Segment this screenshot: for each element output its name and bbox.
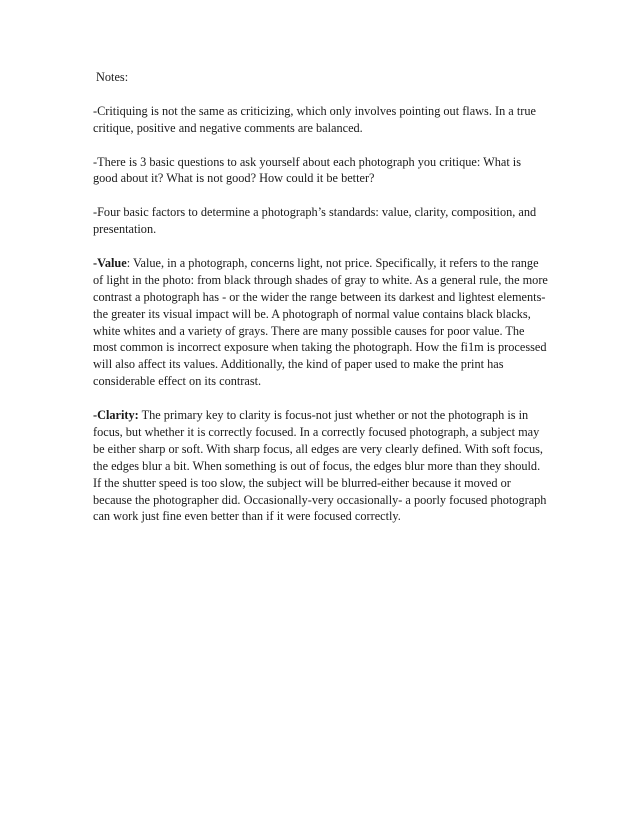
- notes-heading: Notes:: [96, 70, 129, 84]
- document-body: [93, 69, 548, 542]
- paragraph-value: [93, 255, 548, 390]
- paragraph-text: -Four basic factors to determine a photograph’s standards: value, clarity, composition, and presentation.: [93, 205, 537, 237]
- paragraph-clarity: [93, 407, 548, 525]
- paragraph-text: -Critiquing is not the same as criticizing, which only involves pointing out flaws. In a true critique, positive and negative comments are balanced.: [93, 103, 536, 135]
- paragraph-factors: [93, 204, 548, 238]
- paragraph-questions: [93, 154, 548, 188]
- clarity-lead: -Clarity:: [93, 408, 139, 423]
- value-lead: -Value: [93, 255, 127, 270]
- paragraph-text: -There is 3 basic questions to ask yourself about each photograph you critique: What is good about it? What is not good? How could it be better?: [93, 154, 522, 186]
- clarity-text: The primary key to clarity is focus-not just whether or not the photograph is in focus, but whether it is correctly focused. In a correctly focused photograph, a subject may be either sharp or soft. With sharp focus, all edges are very clearly defined. With soft focus, the edges blur a bit. When something is out of focus, the edges blur more than they should. If the shutter speed is too slow, the subject will be blurred-either because it moved or because the photographer did. Occasionally-very occasionally- a poorly focused photograph can work just fine even better than if it were focused correctly.: [93, 408, 547, 524]
- paragraph-critiquing: [93, 103, 548, 137]
- value-text: : Value, in a photograph, concerns light, not price. Specifically, it refers to the range of light in the photo: from black through shades of gray to white. As a general rule, the more contrast a photograph has - or the wider the range between its darkest and lightest elements-the greater its visual impact will be. A photograph of normal value contains black blacks, white whites and a variety of grays. There are many possible causes for poor value. The most common is incorrect exposure when taking the photograph. How the fi1m is processed will also affect its values. Additionally, the kind of paper used to make the print has considerable effect on its contrast.: [93, 255, 548, 389]
